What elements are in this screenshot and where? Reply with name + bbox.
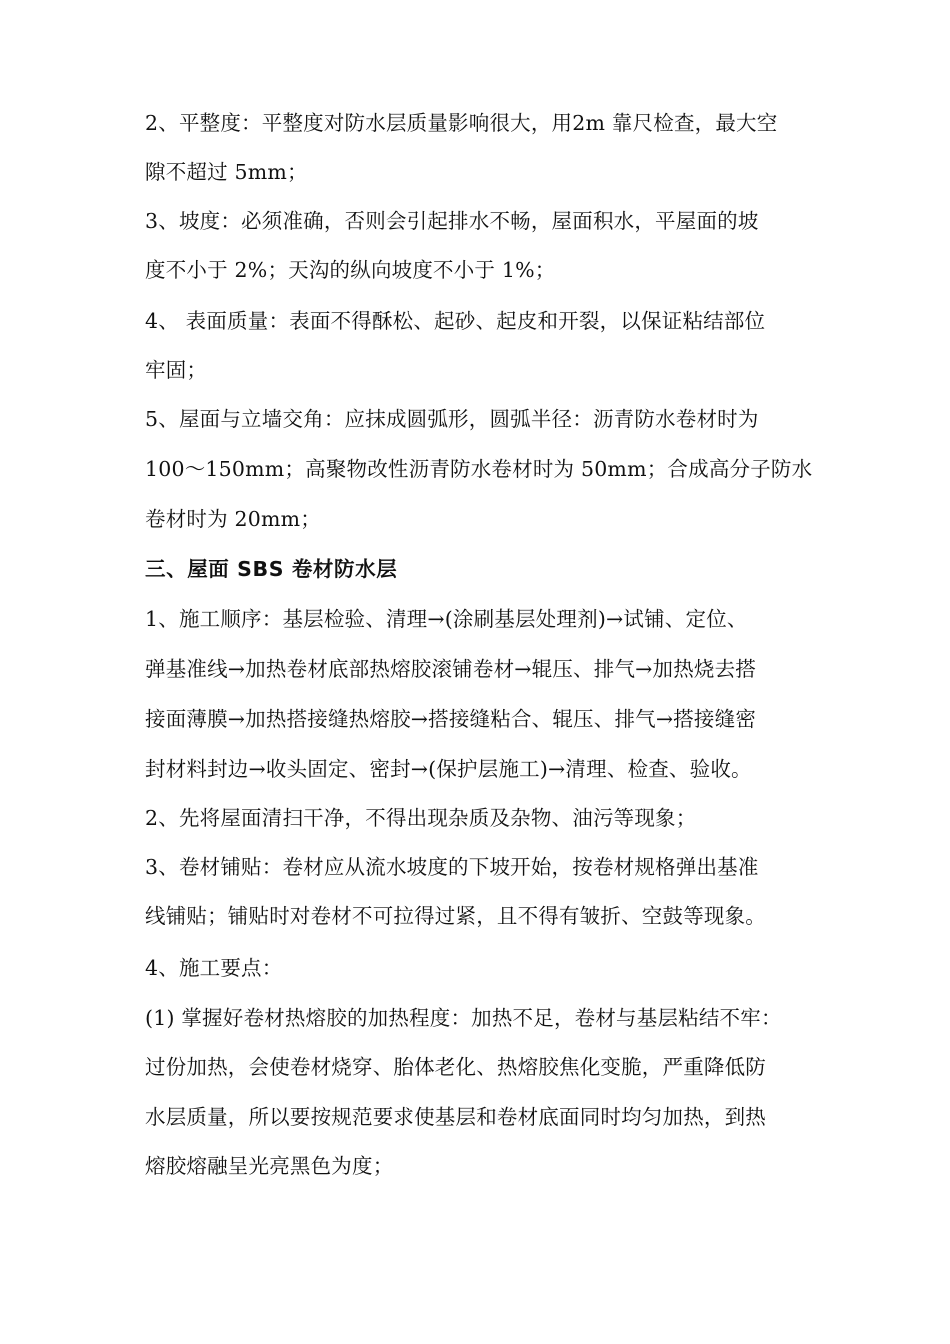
- paragraph-line: 2、先将屋面清扫干净，不得出现杂质及杂物、油污等现象；: [145, 806, 697, 830]
- paragraph-line: 4、施工要点：: [145, 956, 283, 980]
- paragraph-line: 100～150mm；高聚物改性沥青防水卷材时为 50mm；合成高分子防水: [145, 457, 813, 481]
- paragraph-line: 熔胶熔融呈光亮黑色为度；: [145, 1154, 394, 1178]
- paragraph-line: 度不小于 2%；天沟的纵向坡度不小于 1%；: [145, 258, 556, 282]
- paragraph-line: 接面薄膜→加热搭接缝热熔胶→搭接缝粘合、辊压、排气→搭接缝密: [145, 707, 757, 731]
- paragraph-line: 3、卷材铺贴：卷材应从流水坡度的下坡开始，按卷材规格弹出基准: [145, 855, 759, 879]
- paragraph-line: (1) 掌握好卷材热熔胶的加热程度：加热不足，卷材与基层粘结不牢：: [145, 1006, 782, 1030]
- paragraph-line: 线铺贴；铺贴时对卷材不可拉得过紧，且不得有皱折、空鼓等现象。: [145, 904, 766, 928]
- paragraph-line: 封材料封边→收头固定、密封→(保护层施工)→清理、检查、验收。: [145, 757, 752, 781]
- paragraph-line: 4、 表面质量：表面不得酥松、起砂、起皮和开裂，以保证粘结部位: [145, 309, 766, 333]
- paragraph-line: 3、坡度：必须准确，否则会引起排水不畅，屋面积水，平屋面的坡: [145, 209, 759, 233]
- section-heading: 三、屋面 SBS 卷材防水层: [145, 557, 398, 581]
- paragraph-line: 过份加热，会使卷材烧穿、胎体老化、热熔胶焦化变脆，严重降低防: [145, 1055, 766, 1079]
- paragraph-line: 隙不超过 5mm；: [145, 160, 308, 184]
- paragraph-line: 5、屋面与立墙交角：应抹成圆弧形，圆弧半径：沥青防水卷材时为: [145, 407, 759, 431]
- paragraph-line: 水层质量，所以要按规范要求使基层和卷材底面同时均匀加热，到热: [145, 1105, 766, 1129]
- paragraph-line: 卷材时为 20mm；: [145, 507, 321, 531]
- paragraph-line: 牢固；: [145, 358, 208, 382]
- paragraph-line: 1、施工顺序：基层检验、清理→(涂刷基层处理剂)→试铺、定位、: [145, 607, 748, 631]
- paragraph-line: 弹基准线→加热卷材底部热熔胶滚铺卷材→辊压、排气→加热烧去搭: [145, 657, 757, 681]
- paragraph-line: 2、平整度：平整度对防水层质量影响很大，用2m 靠尺检查，最大空: [145, 111, 778, 135]
